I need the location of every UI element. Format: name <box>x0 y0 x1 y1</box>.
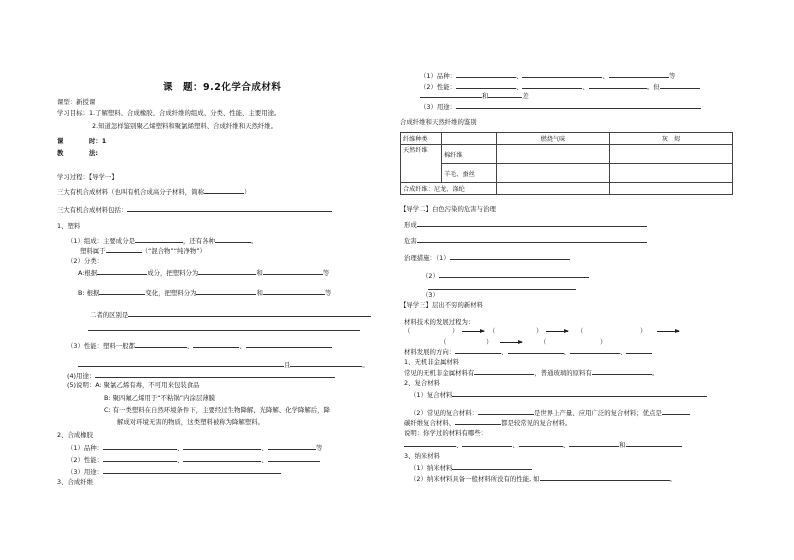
properties-sep: 、 <box>186 342 194 350</box>
teaching-method: 教 法: <box>57 149 98 157</box>
answer-blank[interactable] <box>290 360 362 367</box>
fiber-sep: 、 <box>516 83 523 91</box>
trend-sep: 、 <box>563 348 570 356</box>
answer-blank[interactable] <box>456 82 516 89</box>
trend-sep: 、 <box>501 348 508 356</box>
answer-blank[interactable] <box>135 341 187 348</box>
rubber-end: 等 <box>315 444 323 452</box>
properties-end: 。 <box>362 361 369 369</box>
answer-blank[interactable] <box>103 467 281 474</box>
plastics-properties <box>67 341 332 350</box>
note-a: (5)说明：A: 聚氯乙烯有毒，不可用来包装食品 <box>67 381 200 389</box>
fiber-poor: 差 <box>522 92 529 100</box>
answer-blank[interactable] <box>592 368 652 375</box>
answer-blank[interactable] <box>183 443 261 450</box>
table-cell[interactable] <box>497 145 610 164</box>
answer-blank[interactable] <box>268 455 320 462</box>
classification-label: （2）分类： <box>67 257 104 265</box>
answer-blank[interactable] <box>462 440 512 447</box>
stage-3-open: （ <box>577 327 584 335</box>
question-1-text: 三大有机合成材料（也叫有机合成高分子材料，简称 <box>57 188 204 196</box>
stage-2-open: （ <box>489 327 496 335</box>
class-a-2: 成分，把塑料分为 <box>147 269 199 277</box>
answer-blank[interactable] <box>456 71 516 78</box>
answer-blank[interactable] <box>95 371 335 378</box>
identification-title: 合成纤维和天然纤维的鉴别 <box>400 118 477 126</box>
stage-3-close: ） <box>640 327 647 335</box>
fiber-sep: 、 <box>516 72 523 80</box>
question-1 <box>57 187 250 196</box>
table-row <box>401 164 733 183</box>
answer-blank[interactable] <box>263 268 323 275</box>
question-1-end: ） <box>243 188 251 196</box>
learned-and: 和 <box>619 441 626 449</box>
answer-blank[interactable] <box>488 91 522 98</box>
rubber-uses-label: （3）用途： <box>67 468 104 476</box>
answer-blank[interactable] <box>662 408 690 415</box>
development-trend <box>404 347 652 356</box>
answer-blank[interactable] <box>106 246 142 253</box>
carbon-fiber-end: 都是较常见的复合材料。 <box>501 419 572 427</box>
answer-blank[interactable] <box>474 368 534 375</box>
answer-blank[interactable] <box>626 347 652 354</box>
answer-blank[interactable] <box>439 271 589 278</box>
stage-4-open: （ <box>440 338 447 346</box>
table-header: 灰 烬 <box>610 133 733 145</box>
answer-blank[interactable] <box>589 82 647 89</box>
table-cell: 天然纤维 <box>401 145 442 183</box>
answer-blank[interactable] <box>103 455 177 462</box>
answer-blank[interactable] <box>183 455 261 462</box>
difference-label: 二者的区别是 <box>90 311 129 319</box>
answer-blank[interactable] <box>508 347 564 354</box>
composition-end: 。 <box>250 237 258 245</box>
rubber-sep: 、 <box>261 456 268 464</box>
table-cell[interactable] <box>610 164 733 183</box>
stage-2-close: ） <box>536 327 543 335</box>
table-cell[interactable] <box>610 145 733 164</box>
note-c-cont: 解成对环境无害的物质，这类塑料被称为降解塑料。 <box>117 418 264 426</box>
material-development: 材料技术的发展过程为： <box>404 318 475 326</box>
answer-blank[interactable] <box>609 71 669 78</box>
class-a-1: A:根据 <box>78 269 98 277</box>
trend-label: 材料发展的方向： <box>404 348 456 356</box>
table-cell: 羊毛、蚕丝 <box>442 164 497 183</box>
composition-label: （1）组成：主要成分是 <box>67 237 135 245</box>
learning-goal-1: 学习目标：1.了解塑料、合成橡胶、合成纤维的组成、分类、性能、主要用途。 <box>57 109 281 117</box>
answer-blank[interactable] <box>128 310 371 317</box>
fiber-uses-label: （3）用途： <box>420 103 457 111</box>
section-plastics: 1、塑料 <box>57 222 81 230</box>
question-2 <box>57 205 332 214</box>
learning-process: 学习过程：【导学一】 <box>57 173 118 181</box>
stage-4-close: ） <box>486 338 493 346</box>
table-cell[interactable] <box>497 183 610 195</box>
fiber-end: 等 <box>668 72 676 80</box>
arrow-icon <box>657 331 679 332</box>
nano-end: 。 <box>669 475 676 483</box>
harm <box>404 236 647 245</box>
fiber-sep: 、 <box>582 83 589 91</box>
arrow-icon <box>500 342 522 343</box>
class-b-3: 和 <box>256 289 263 297</box>
class-b-2: 变化，把塑料分为 <box>145 289 197 297</box>
table-header <box>442 133 497 145</box>
answer-blank[interactable] <box>420 91 482 98</box>
table-header-row <box>401 133 733 145</box>
table-cell[interactable] <box>610 183 733 195</box>
guide-3: 【导学三】层出不穷的新材料 <box>400 301 484 309</box>
type-label: 塑料属于 <box>80 247 106 255</box>
answer-blank[interactable] <box>417 220 647 227</box>
properties-label: （3）性能：塑料一般都 <box>67 342 135 350</box>
measures-label: 治理措施：（1） <box>404 254 450 262</box>
answer-blank[interactable] <box>570 347 620 354</box>
fiber-properties <box>420 82 700 91</box>
table-row <box>401 183 733 195</box>
answer-blank[interactable] <box>452 390 707 397</box>
common-composites <box>410 408 690 417</box>
section-nano: 3、纳米材料 <box>404 452 441 460</box>
difference <box>90 310 371 319</box>
answer-blank[interactable] <box>208 360 284 367</box>
formation-label: 形成 <box>404 221 417 229</box>
measures <box>404 253 570 262</box>
fiber-uses <box>420 102 701 111</box>
class-hours: 课 时：1 <box>57 137 107 145</box>
fiber-properties-label: （2）性能： <box>420 83 457 91</box>
answer-blank[interactable] <box>193 341 239 348</box>
table-header: 燃烧气味 <box>497 133 610 145</box>
section-inorganic: 1、无机非金属材料 <box>404 358 460 366</box>
learning-goal-2: 2.知道怎样鉴别聚乙烯塑料和聚氯烯塑料、合成纤维和天然纤维。 <box>92 122 278 130</box>
note-b: B: 聚四氟乙烯用于“不粘锅”内涂层薄膜 <box>104 394 216 402</box>
table-header: 纤维种类 <box>401 133 442 145</box>
composite-def-label: （1）复合材料 <box>410 391 453 399</box>
arrow-icon <box>546 331 568 332</box>
stage-1-close: ） <box>452 327 459 335</box>
answer-line[interactable] <box>88 330 360 331</box>
classification-a <box>78 268 329 277</box>
answer-blank[interactable] <box>135 236 183 243</box>
rubber-properties <box>67 455 320 464</box>
common-composites-label: （2）常见的复合材料： <box>410 409 478 417</box>
fiber-varieties-label: （1）品种： <box>420 72 457 80</box>
answer-blank[interactable] <box>99 288 145 295</box>
page-title: 课 题：9.2化学合成材料 <box>163 82 282 93</box>
carbon-fiber <box>404 418 571 427</box>
answer-blank[interactable] <box>455 418 501 425</box>
fiber-sep: 、 <box>602 72 609 80</box>
answer-blank[interactable] <box>456 102 701 109</box>
table-row <box>401 145 733 164</box>
fiber-and: 和 <box>482 92 489 100</box>
glass-label: ，普通玻璃的原料有 <box>534 369 592 377</box>
measure-3-label: （3） <box>422 291 439 299</box>
class-a-3: 和 <box>256 269 263 277</box>
nano-def <box>410 463 532 472</box>
plastics-composition <box>67 236 257 245</box>
answer-blank[interactable] <box>450 253 570 260</box>
answer-blank[interactable] <box>204 187 244 194</box>
inorganic-label: 常见的无机非金属材料有 <box>404 369 475 377</box>
table-cell[interactable] <box>497 164 610 183</box>
formation <box>404 220 647 229</box>
class-a-4: 等 <box>322 269 330 277</box>
inorganic-materials <box>404 368 658 377</box>
guide-2: 【导学二】白色污染的危害与治理 <box>400 205 496 213</box>
rubber-sep: 、 <box>261 444 268 452</box>
answer-blank[interactable] <box>522 71 602 78</box>
course-type: 课型：新授课 <box>57 98 96 106</box>
measure-2 <box>422 271 589 280</box>
answer-blank[interactable] <box>569 440 619 447</box>
rubber-sep: 、 <box>177 444 184 452</box>
arrow-icon <box>462 331 484 332</box>
trend-sep: 、 <box>619 348 627 356</box>
class-b-4: 等 <box>324 289 332 297</box>
answer-blank[interactable] <box>522 82 582 89</box>
carbon-fiber-label: 碳纤维复合材料、 <box>404 419 456 427</box>
harm-label: 危害 <box>404 237 417 245</box>
learned-materials-blanks <box>404 440 682 449</box>
properties-and: 且 <box>284 361 291 369</box>
answer-blank[interactable] <box>268 443 316 450</box>
uses-label: (4)用途： <box>67 372 96 380</box>
stage-5-close: ） <box>600 338 607 346</box>
fiber-but: 。但 <box>646 83 660 91</box>
answer-blank[interactable] <box>103 443 177 450</box>
type-hint: （“混合物”“纯净物”） <box>141 247 206 255</box>
composite-def <box>410 390 707 399</box>
answer-blank[interactable] <box>519 440 563 447</box>
composite-advantage: 是世界上产量、应用广泛的复合材料；优点是 <box>533 409 662 417</box>
answer-blank[interactable] <box>540 474 670 481</box>
learned-sep: 、 <box>456 441 463 449</box>
table-cell: 棉纤维 <box>442 145 497 164</box>
section-composite: 2、复合材料 <box>404 379 441 387</box>
plastics-type <box>80 246 206 255</box>
answer-blank[interactable] <box>478 408 534 415</box>
note-c: C: 有一类塑料在自然环境条件下，主要经过生物降解、光降解、化学降解后，降 <box>104 406 330 414</box>
rubber-sep: 、 <box>177 456 184 464</box>
rubber-varieties <box>67 443 322 452</box>
rubber-uses <box>67 467 281 476</box>
nano-properties-label: （2）纳米材料具备一般材料所没有的性能, 如 <box>410 475 540 483</box>
answer-blank[interactable] <box>198 268 256 275</box>
table-cell: 合成纤维：尼龙、涤纶 <box>401 183 497 195</box>
fiber-properties-2 <box>420 91 529 100</box>
composition-mid: ，还有各种 <box>182 237 215 245</box>
answer-blank[interactable] <box>626 440 682 447</box>
answer-blank[interactable] <box>455 347 501 354</box>
stage-5-open: （ <box>540 338 547 346</box>
question-2-text: 三大有机合成材料包括： <box>57 206 128 214</box>
properties-sep: 、 <box>239 342 246 350</box>
answer-blank[interactable] <box>215 236 251 243</box>
rubber-varieties-label: （1）品种： <box>67 444 104 452</box>
answer-blank[interactable] <box>417 236 647 243</box>
answer-blank[interactable] <box>246 341 332 348</box>
section-fiber: 3、合成纤维 <box>57 478 94 486</box>
class-b-1: B: 根据 <box>78 289 100 297</box>
answer-blank[interactable] <box>660 82 700 89</box>
fiber-identification-table <box>400 132 733 195</box>
plastics-uses <box>67 371 335 380</box>
learned-sep: 、 <box>562 441 570 449</box>
answer-blank[interactable] <box>78 360 208 367</box>
answer-line[interactable] <box>428 289 576 290</box>
classification-b <box>78 288 331 297</box>
inorganic-end: 。 <box>651 369 659 377</box>
fiber-varieties <box>420 71 675 80</box>
measure-3 <box>422 291 439 299</box>
stage-1-open: （ <box>404 327 411 335</box>
answer-blank[interactable] <box>127 205 332 212</box>
rubber-properties-label: （2）性能： <box>67 456 104 464</box>
answer-blank[interactable] <box>97 268 147 275</box>
answer-blank[interactable] <box>404 440 456 447</box>
section-rubber: 2、合成橡胶 <box>57 431 94 439</box>
answer-blank[interactable] <box>196 288 256 295</box>
nano-properties <box>410 474 676 483</box>
plastics-properties-2 <box>78 360 369 369</box>
answer-blank[interactable] <box>263 288 325 295</box>
answer-blank[interactable] <box>452 463 532 470</box>
nano-def-label: （1）纳米材料 <box>410 464 453 472</box>
learned-sep: 、 <box>512 441 519 449</box>
measure-2-label: （2） <box>422 272 439 280</box>
learned-materials: 说明：你学过的材料有哪些： <box>404 429 488 437</box>
